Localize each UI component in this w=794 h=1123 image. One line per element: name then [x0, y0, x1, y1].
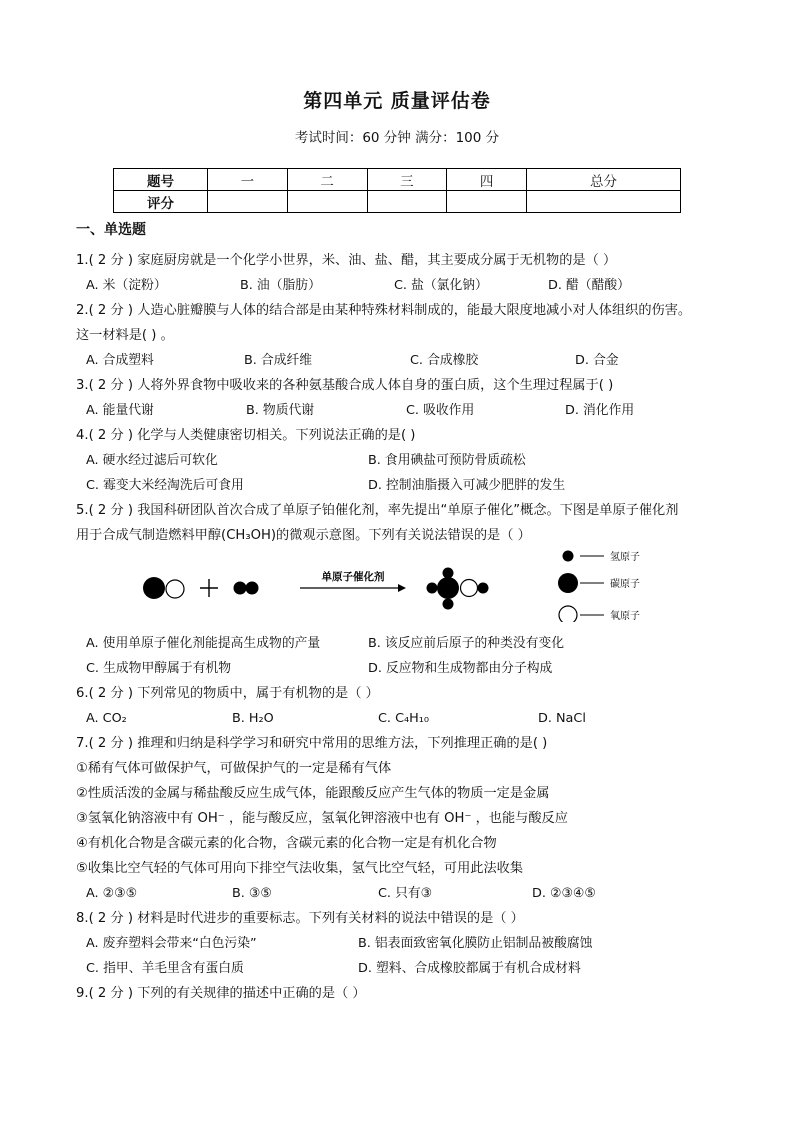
question-option: A. CO₂ [86, 711, 127, 726]
statement-item: ②性质活泼的金属与稀盐酸反应生成气体，能跟酸反应产生气体的物质一定是金属 [76, 786, 550, 801]
methanol-molecule [427, 568, 489, 610]
question-option: C. C₄H₁₀ [378, 711, 430, 726]
score-table-cell: 总分 [527, 169, 681, 191]
question-option: C. 霉变大米经淘洗后可食用 [86, 478, 244, 493]
score-input-cell [287, 191, 367, 213]
score-table-cell: 四 [447, 169, 527, 191]
question-stem: 1.( 2 分 ) 家庭厨房就是一个化学小世界，米、油、盐、醋，其主要成分属于无机物的是（ ） [76, 253, 617, 268]
score-table-score-row [114, 191, 681, 213]
question-option: A. 硬水经过滤后可软化 [86, 453, 218, 468]
score-input-cell [367, 191, 447, 213]
question-stem: 2.( 2 分 ) 人造心脏瓣膜与人体的结合部是由某种特殊材料制成的，能最大限度地减小对人体组织的伤害。 [76, 303, 692, 318]
question-option: B. 合成纤维 [244, 353, 313, 368]
question-option: D. NaCl [538, 711, 586, 726]
hydrogen-atom-icon [563, 551, 574, 562]
statement-item: ③氢氧化钠溶液中有 OH⁻ ，能与酸反应，氢氧化钾溶液中也有 OH⁻ ，也能与酸反应 [76, 811, 568, 826]
page-title: 第四单元 质量评估卷 [303, 90, 491, 112]
statement-item: ①稀有气体可做保护气，可做保护气的一定是稀有气体 [76, 761, 392, 776]
question-option: C. 盐（氯化钠） [394, 278, 488, 293]
score-table-cell: 二 [287, 169, 367, 191]
statement-item: ④有机化合物是含碳元素的化合物，含碳元素的化合物一定是有机化合物 [76, 836, 497, 851]
score-table-header-row [114, 169, 681, 191]
question-option: B. ③⑤ [232, 886, 272, 901]
question-option: C. 合成橡胶 [410, 353, 479, 368]
question-option: A. 能量代谢 [86, 403, 154, 418]
question-option: C. 只有③ [378, 886, 433, 901]
section-heading: 一、单选题 [76, 222, 146, 238]
h2-molecule [234, 582, 259, 595]
question-stem: 4.( 2 分 ) 化学与人类健康密切相关。下列说法正确的是( ) [76, 428, 416, 443]
plus-icon [200, 579, 218, 597]
reaction-arrow [300, 584, 406, 592]
score-input-cell [447, 191, 527, 213]
question-stem: 用于合成气制造燃料甲醇(CH₃OH)的微观示意图。下列有关说法错误的是（ ） [76, 528, 531, 543]
score-table-cell: 三 [367, 169, 447, 191]
question-option: D. 合金 [575, 353, 619, 368]
question-stem: 5.( 2 分 ) 我国科研团队首次合成了单原子铂催化剂，率先提出“单原子催化”概念。下图是单原子催化剂 [76, 503, 679, 518]
reaction-diagram [130, 546, 690, 622]
question-option: B. 该反应前后原子的种类没有变化 [368, 636, 565, 651]
question-option: B. 食用碘盐可预防骨质疏松 [368, 453, 526, 468]
question-option: B. 油（脂肪） [240, 278, 321, 293]
carbon-atom-icon [558, 573, 578, 593]
question-stem: 3.( 2 分 ) 人将外界食物中吸收来的各种氨基酸合成人体自身的蛋白质，这个生理过程属于( ) [76, 378, 614, 393]
question-stem: 9.( 2 分 ) 下列的有关规律的描述中正确的是（ ） [76, 986, 366, 1001]
score-table-cell: 评分 [114, 191, 208, 213]
question-option: B. 物质代谢 [246, 403, 315, 418]
score-input-cell [208, 191, 288, 213]
legend-oxygen: 氧原子 [610, 611, 640, 622]
legend [558, 550, 640, 622]
arrow-label: 单原子催化剂 [321, 571, 385, 583]
question-option: C. 生成物甲醇属于有机物 [86, 661, 232, 676]
statement-item: ⑤收集比空气轻的气体可用向下排空气法收集，氢气比空气轻，可用此法收集 [76, 861, 524, 876]
exam-info: 考试时间：60 分钟 满分：100 分 [294, 130, 500, 146]
question-option: C. 吸收作用 [406, 403, 475, 418]
question-stem: 这一材料是( ) 。 [76, 328, 174, 343]
co-molecule [143, 577, 184, 599]
question-stem: 8.( 2 分 ) 材料是时代进步的重要标志。下列有关材料的说法中错误的是（ ） [76, 911, 524, 926]
question-option: D. 反应物和生成物都由分子构成 [368, 661, 553, 676]
question-option: D. 醋（醋酸） [548, 278, 630, 293]
question-option: B. H₂O [232, 711, 274, 726]
question-option: D. 塑料、合成橡胶都属于有机合成材料 [358, 961, 581, 976]
question-option: D. 消化作用 [565, 403, 635, 418]
question-option: A. 合成塑料 [86, 353, 154, 368]
score-table-cell: 题号 [114, 169, 208, 191]
question-option: A. 使用单原子催化剂能提高生成物的产量 [86, 636, 321, 651]
oxygen-atom-icon [559, 606, 577, 622]
question-option: A. ②③⑤ [86, 886, 138, 901]
question-option: B. 铝表面致密氧化膜防止铝制品被酸腐蚀 [358, 936, 593, 951]
question-stem: 6.( 2 分 ) 下列常见的物质中，属于有机物的是（ ） [76, 686, 379, 701]
score-input-cell [527, 191, 681, 213]
legend-carbon: 碳原子 [610, 579, 640, 590]
question-option: A. 米（淀粉） [86, 278, 167, 293]
score-table [113, 168, 681, 213]
question-option: C. 指甲、羊毛里含有蛋白质 [86, 961, 244, 976]
question-stem: 7.( 2 分 ) 推理和归纳是科学学习和研究中常用的思维方法，下列推理正确的是( ) [76, 736, 548, 751]
legend-hydrogen: 氢原子 [610, 552, 640, 563]
question-option: A. 废弃塑料会带来“白色污染” [86, 936, 257, 951]
question-option: D. 控制油脂摄入可减少肥胖的发生 [368, 478, 566, 493]
score-table-cell: 一 [208, 169, 288, 191]
question-option: D. ②③④⑤ [532, 886, 596, 901]
